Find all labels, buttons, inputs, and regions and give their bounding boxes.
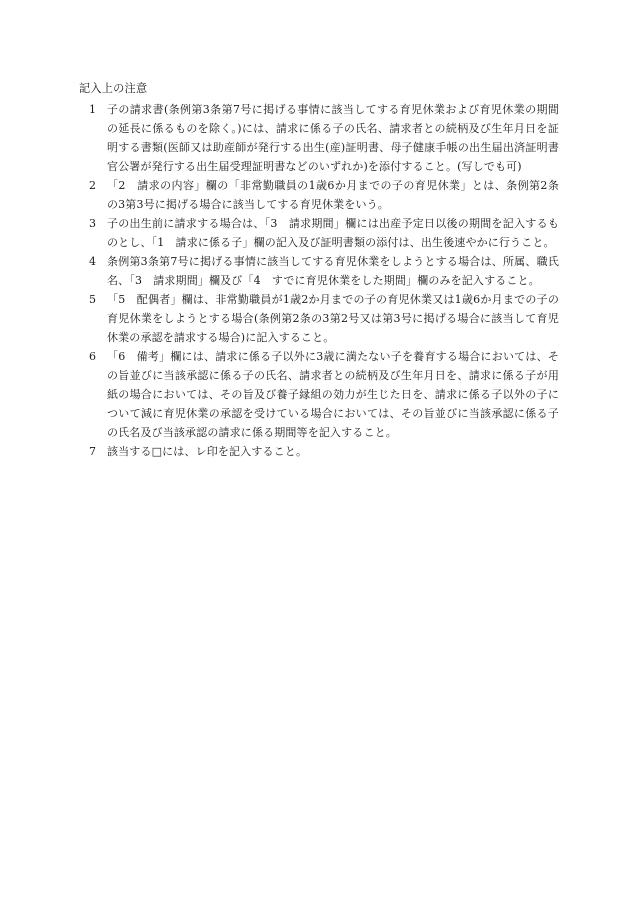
note-text: 子の出生前に請求する場合は、「3 請求期間」欄には出産予定日以後の期間を記入するものとし、「1 請求に係る子」欄の記入及び証明書類の添付は、出生後速やかに行うこと。: [107, 217, 559, 249]
note-item: [79, 176, 559, 214]
note-number: 6: [89, 350, 96, 363]
notes-list: [79, 100, 559, 461]
note-item: [79, 252, 559, 290]
note-text: 「5 配偶者」欄は、非常勤職員が1歳2か月までの子の育児休業又は1歳6か月までの子の育児休業をしようとする場合(条例第2条の3第2号又は第3号に掲げる場合に該当して育児休業の承認を請求する場合)に記入すること。: [107, 293, 559, 344]
note-item: [79, 442, 559, 461]
note-number: 1: [89, 103, 96, 116]
note-number: 4: [89, 255, 96, 268]
note-item: [79, 290, 559, 347]
note-text: 条例第3条第7号に掲げる事情に該当してする育児休業をしようとする場合は、所属、職氏名、「3 請求期間」欄及び「4 すでに育児休業をした期間」欄のみを記入すること。: [107, 255, 559, 287]
note-text: 「6 備考」欄には、請求に係る子以外に3歳に満たない子を養育する場合においては、その旨並びに当該承認に係る子の氏名、請求者との続柄及び生年月日を、請求に係る子が用紙の場合においては、その旨及び養子縁組の効力が生じた日を、請求に係る子以外の子について減に育児休業の承認を受けている場合においては、その旨並びに当該承認に係る子の氏名及び当該承認の請求に係る期間等を記入すること。: [107, 350, 559, 439]
note-item: [79, 214, 559, 252]
note-number: 2: [89, 179, 96, 192]
note-item: [79, 100, 559, 176]
note-number: 5: [89, 293, 96, 306]
note-text: 該当する□には、レ印を記入すること。: [107, 445, 308, 458]
note-number: 7: [89, 445, 96, 458]
note-number: 3: [89, 217, 96, 230]
note-text: 「2 請求の内容」欄の「非常勤職員の1歳6か月までの子の育児休業」とは、条例第2条の3第3号に掲げる場合に該当してする育児休業をいう。: [107, 179, 559, 211]
note-item: [79, 347, 559, 442]
note-text: 子の請求書(条例第3条第7号に掲げる事情に該当してする育児休業および育児休業の期間の延長に係るものを除く。)には、請求に係る子の氏名、請求者との続柄及び生年月日を証明する書類(医師又は助産師が発行する出生(産)証明書、母子健康手帳の出生届出済証明書官公署が発行する出生届受理証明書などのいずれか)を添付すること。(写しでも可): [107, 103, 559, 173]
notes-heading: 記入上の注意: [79, 82, 148, 95]
